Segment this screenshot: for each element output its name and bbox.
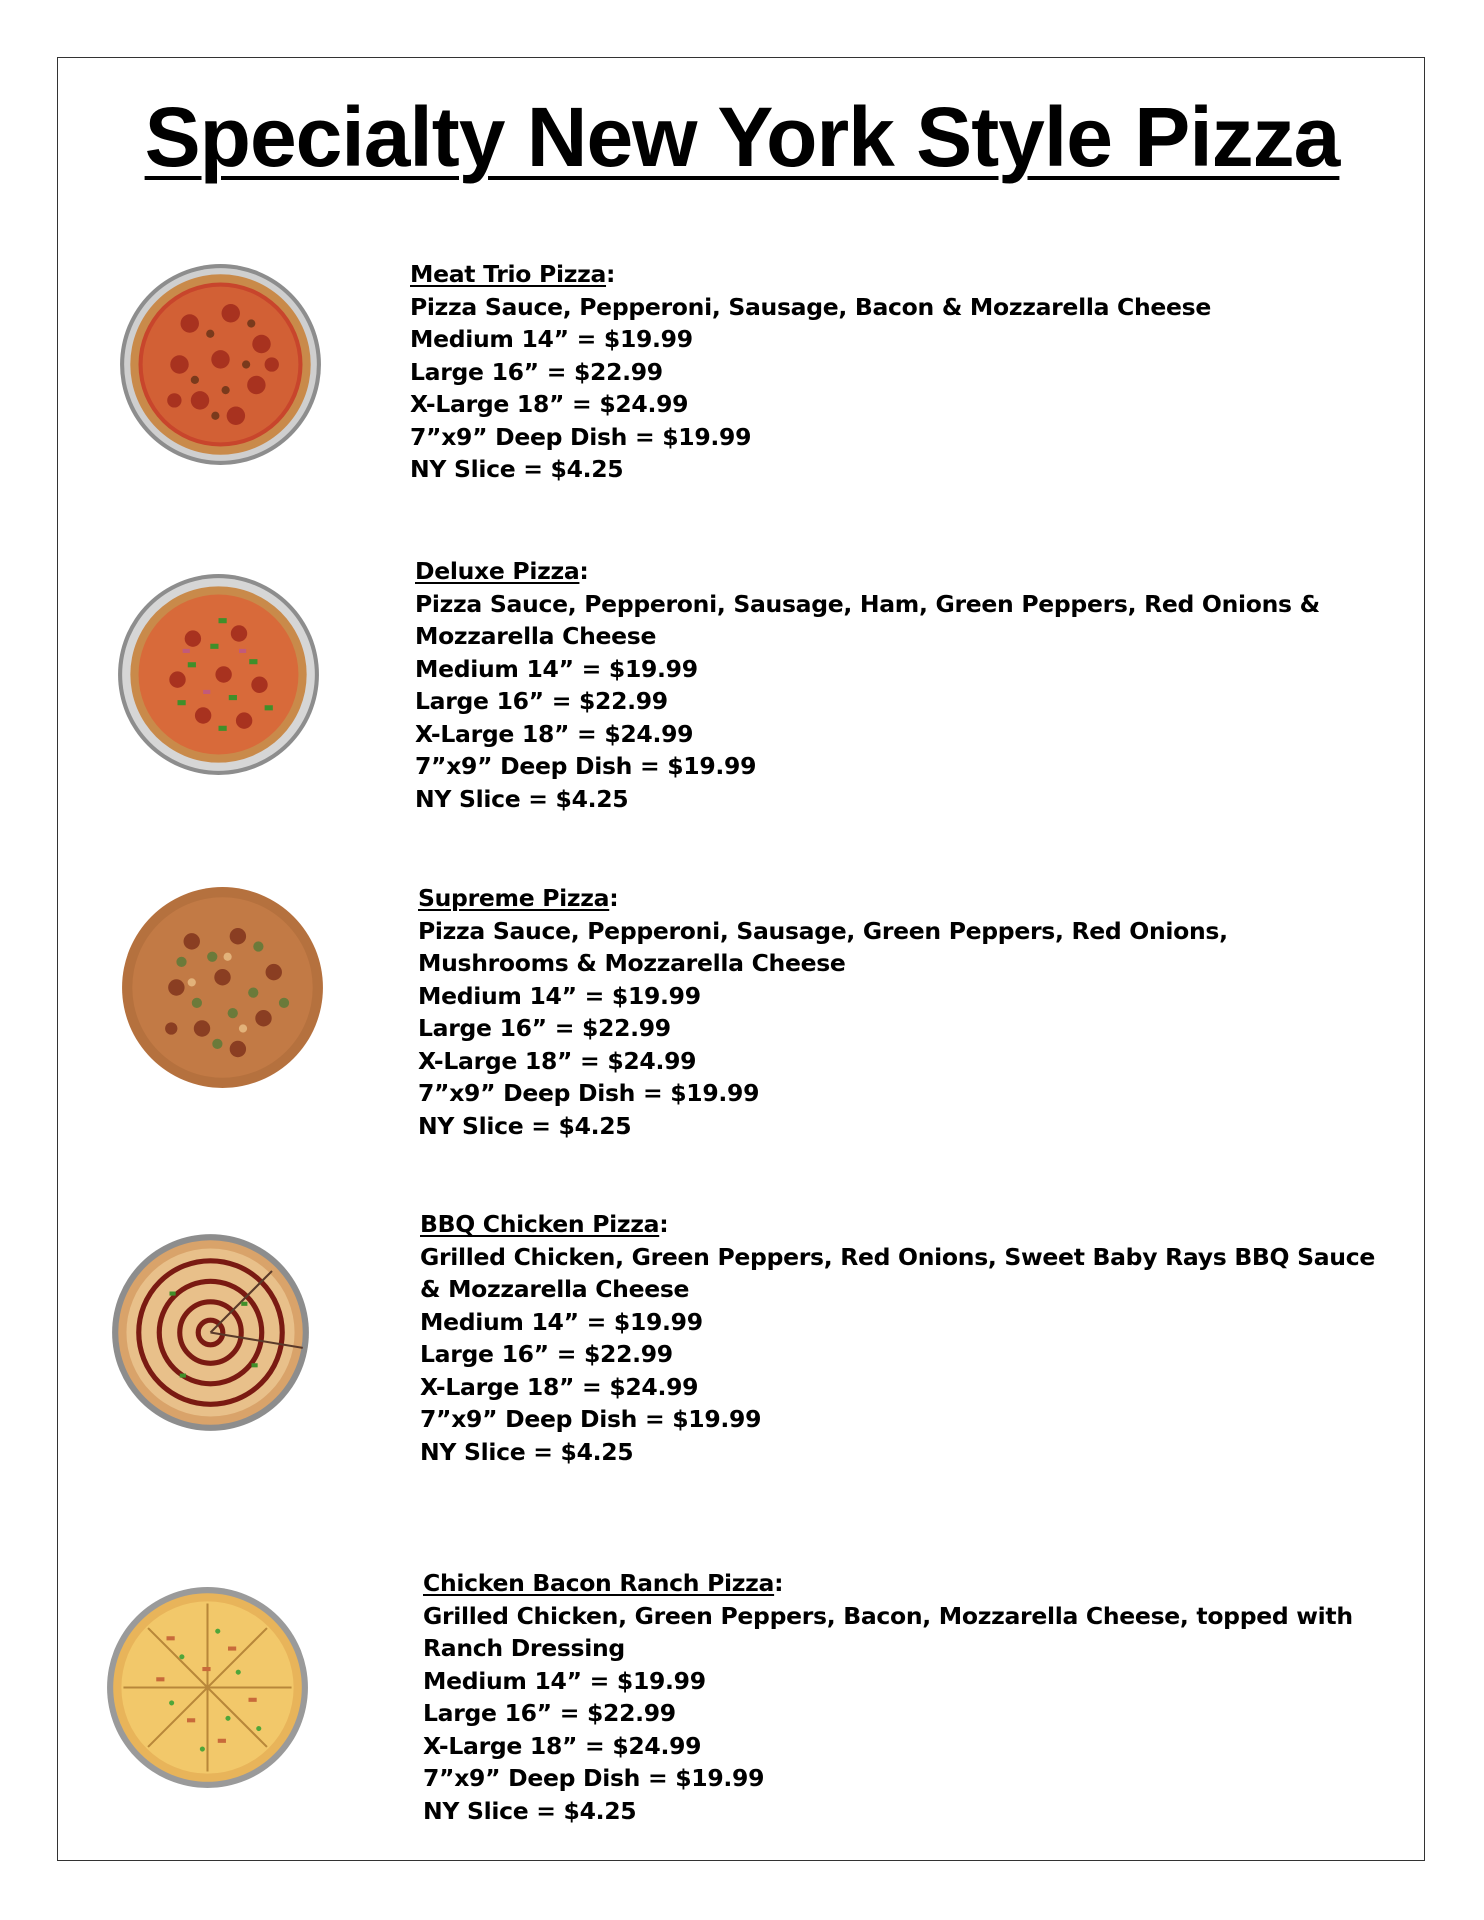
price-deep-dish: 7”x9” Deep Dish = $19.99 bbox=[410, 422, 752, 451]
price-ny-slice: NY Slice = $4.25 bbox=[415, 784, 629, 813]
price-medium: Medium 14” = $19.99 bbox=[415, 654, 698, 683]
item-ingredients: Pizza Sauce, Pepperoni, Sausage, Ham, Green Peppers, Red Onions & Mozzarella Cheese bbox=[415, 589, 1320, 650]
item-ingredients: Pizza Sauce, Pepperoni, Sausage, Green Peppers, Red Onions, Mushrooms & Mozzarella Cheese bbox=[418, 916, 1228, 977]
price-medium: Medium 14” = $19.99 bbox=[423, 1666, 706, 1695]
item-name-line: Chicken Bacon Ranch Pizza: bbox=[423, 1569, 784, 1597]
price-xlarge: X-Large 18” = $24.99 bbox=[418, 1046, 697, 1075]
price-large: Large 16” = $22.99 bbox=[415, 687, 668, 715]
price-ny-slice: NY Slice = $4.25 bbox=[420, 1437, 634, 1466]
price-medium: Medium 14” = $19.99 bbox=[418, 981, 701, 1010]
item-name: Meat Trio Pizza bbox=[410, 260, 607, 288]
price-xlarge: X-Large 18” = $24.99 bbox=[415, 719, 694, 748]
price-xlarge: X-Large 18” = $24.99 bbox=[423, 1731, 702, 1760]
price-deep-dish: 7”x9” Deep Dish = $19.99 bbox=[420, 1405, 762, 1433]
price-deep-dish: 7”x9” Deep Dish = $19.99 bbox=[418, 1079, 760, 1107]
price-ny-slice: NY Slice = $4.25 bbox=[410, 455, 624, 483]
item-ingredients: Grilled Chicken, Green Peppers, Bacon, Mozzarella Cheese, topped with Ranch Dressing bbox=[423, 1601, 1353, 1662]
price-large: Large 16” = $22.99 bbox=[418, 1014, 671, 1042]
pizza-supreme-image bbox=[120, 885, 325, 1090]
pizza-deluxe-image bbox=[116, 572, 321, 777]
item-ingredients: Grilled Chicken, Green Peppers, Red Onions, Sweet Baby Rays BBQ Sauce & Mozzarella Cheese bbox=[420, 1242, 1375, 1303]
price-xlarge: X-Large 18” = $24.99 bbox=[420, 1372, 699, 1401]
menu-item-supreme bbox=[418, 882, 1378, 1142]
pizza-chicken-bacon-ranch-image bbox=[105, 1585, 310, 1790]
price-xlarge: X-Large 18” = $24.99 bbox=[410, 390, 689, 418]
price-deep-dish: 7”x9” Deep Dish = $19.99 bbox=[415, 752, 757, 780]
menu-item-bbq-chicken bbox=[420, 1208, 1380, 1468]
price-large: Large 16” = $22.99 bbox=[420, 1340, 673, 1368]
pizza-meat-trio-image bbox=[118, 262, 323, 467]
menu-item-meat-trio bbox=[410, 258, 1370, 486]
price-ny-slice: NY Slice = $4.25 bbox=[423, 1796, 637, 1825]
menu-item-chicken-bacon-ranch bbox=[423, 1567, 1383, 1827]
price-medium: Medium 14” = $19.99 bbox=[410, 325, 693, 353]
price-large: Large 16” = $22.99 bbox=[423, 1699, 676, 1727]
pizza-bbq-chicken-image bbox=[108, 1230, 313, 1435]
price-medium: Medium 14” = $19.99 bbox=[420, 1307, 703, 1336]
price-large: Large 16” = $22.99 bbox=[410, 357, 663, 386]
price-ny-slice: NY Slice = $4.25 bbox=[418, 1111, 632, 1140]
menu-item-deluxe bbox=[415, 555, 1375, 815]
item-name: Deluxe Pizza bbox=[415, 557, 580, 585]
item-name-line: Deluxe Pizza: bbox=[415, 557, 589, 585]
item-name-line: Meat Trio Pizza: bbox=[410, 260, 616, 288]
item-name: Chicken Bacon Ranch Pizza bbox=[423, 1569, 775, 1597]
item-name: Supreme Pizza bbox=[418, 884, 610, 912]
item-ingredients: Pizza Sauce, Pepperoni, Sausage, Bacon & Mozzarella Cheese bbox=[410, 292, 1211, 321]
item-name: BBQ Chicken Pizza bbox=[420, 1210, 660, 1238]
price-deep-dish: 7”x9” Deep Dish = $19.99 bbox=[423, 1764, 765, 1792]
item-name-line: Supreme Pizza: bbox=[418, 884, 619, 912]
item-name-line: BBQ Chicken Pizza: bbox=[420, 1210, 669, 1238]
page-title: Specialty New York Style Pizza bbox=[144, 90, 1340, 184]
